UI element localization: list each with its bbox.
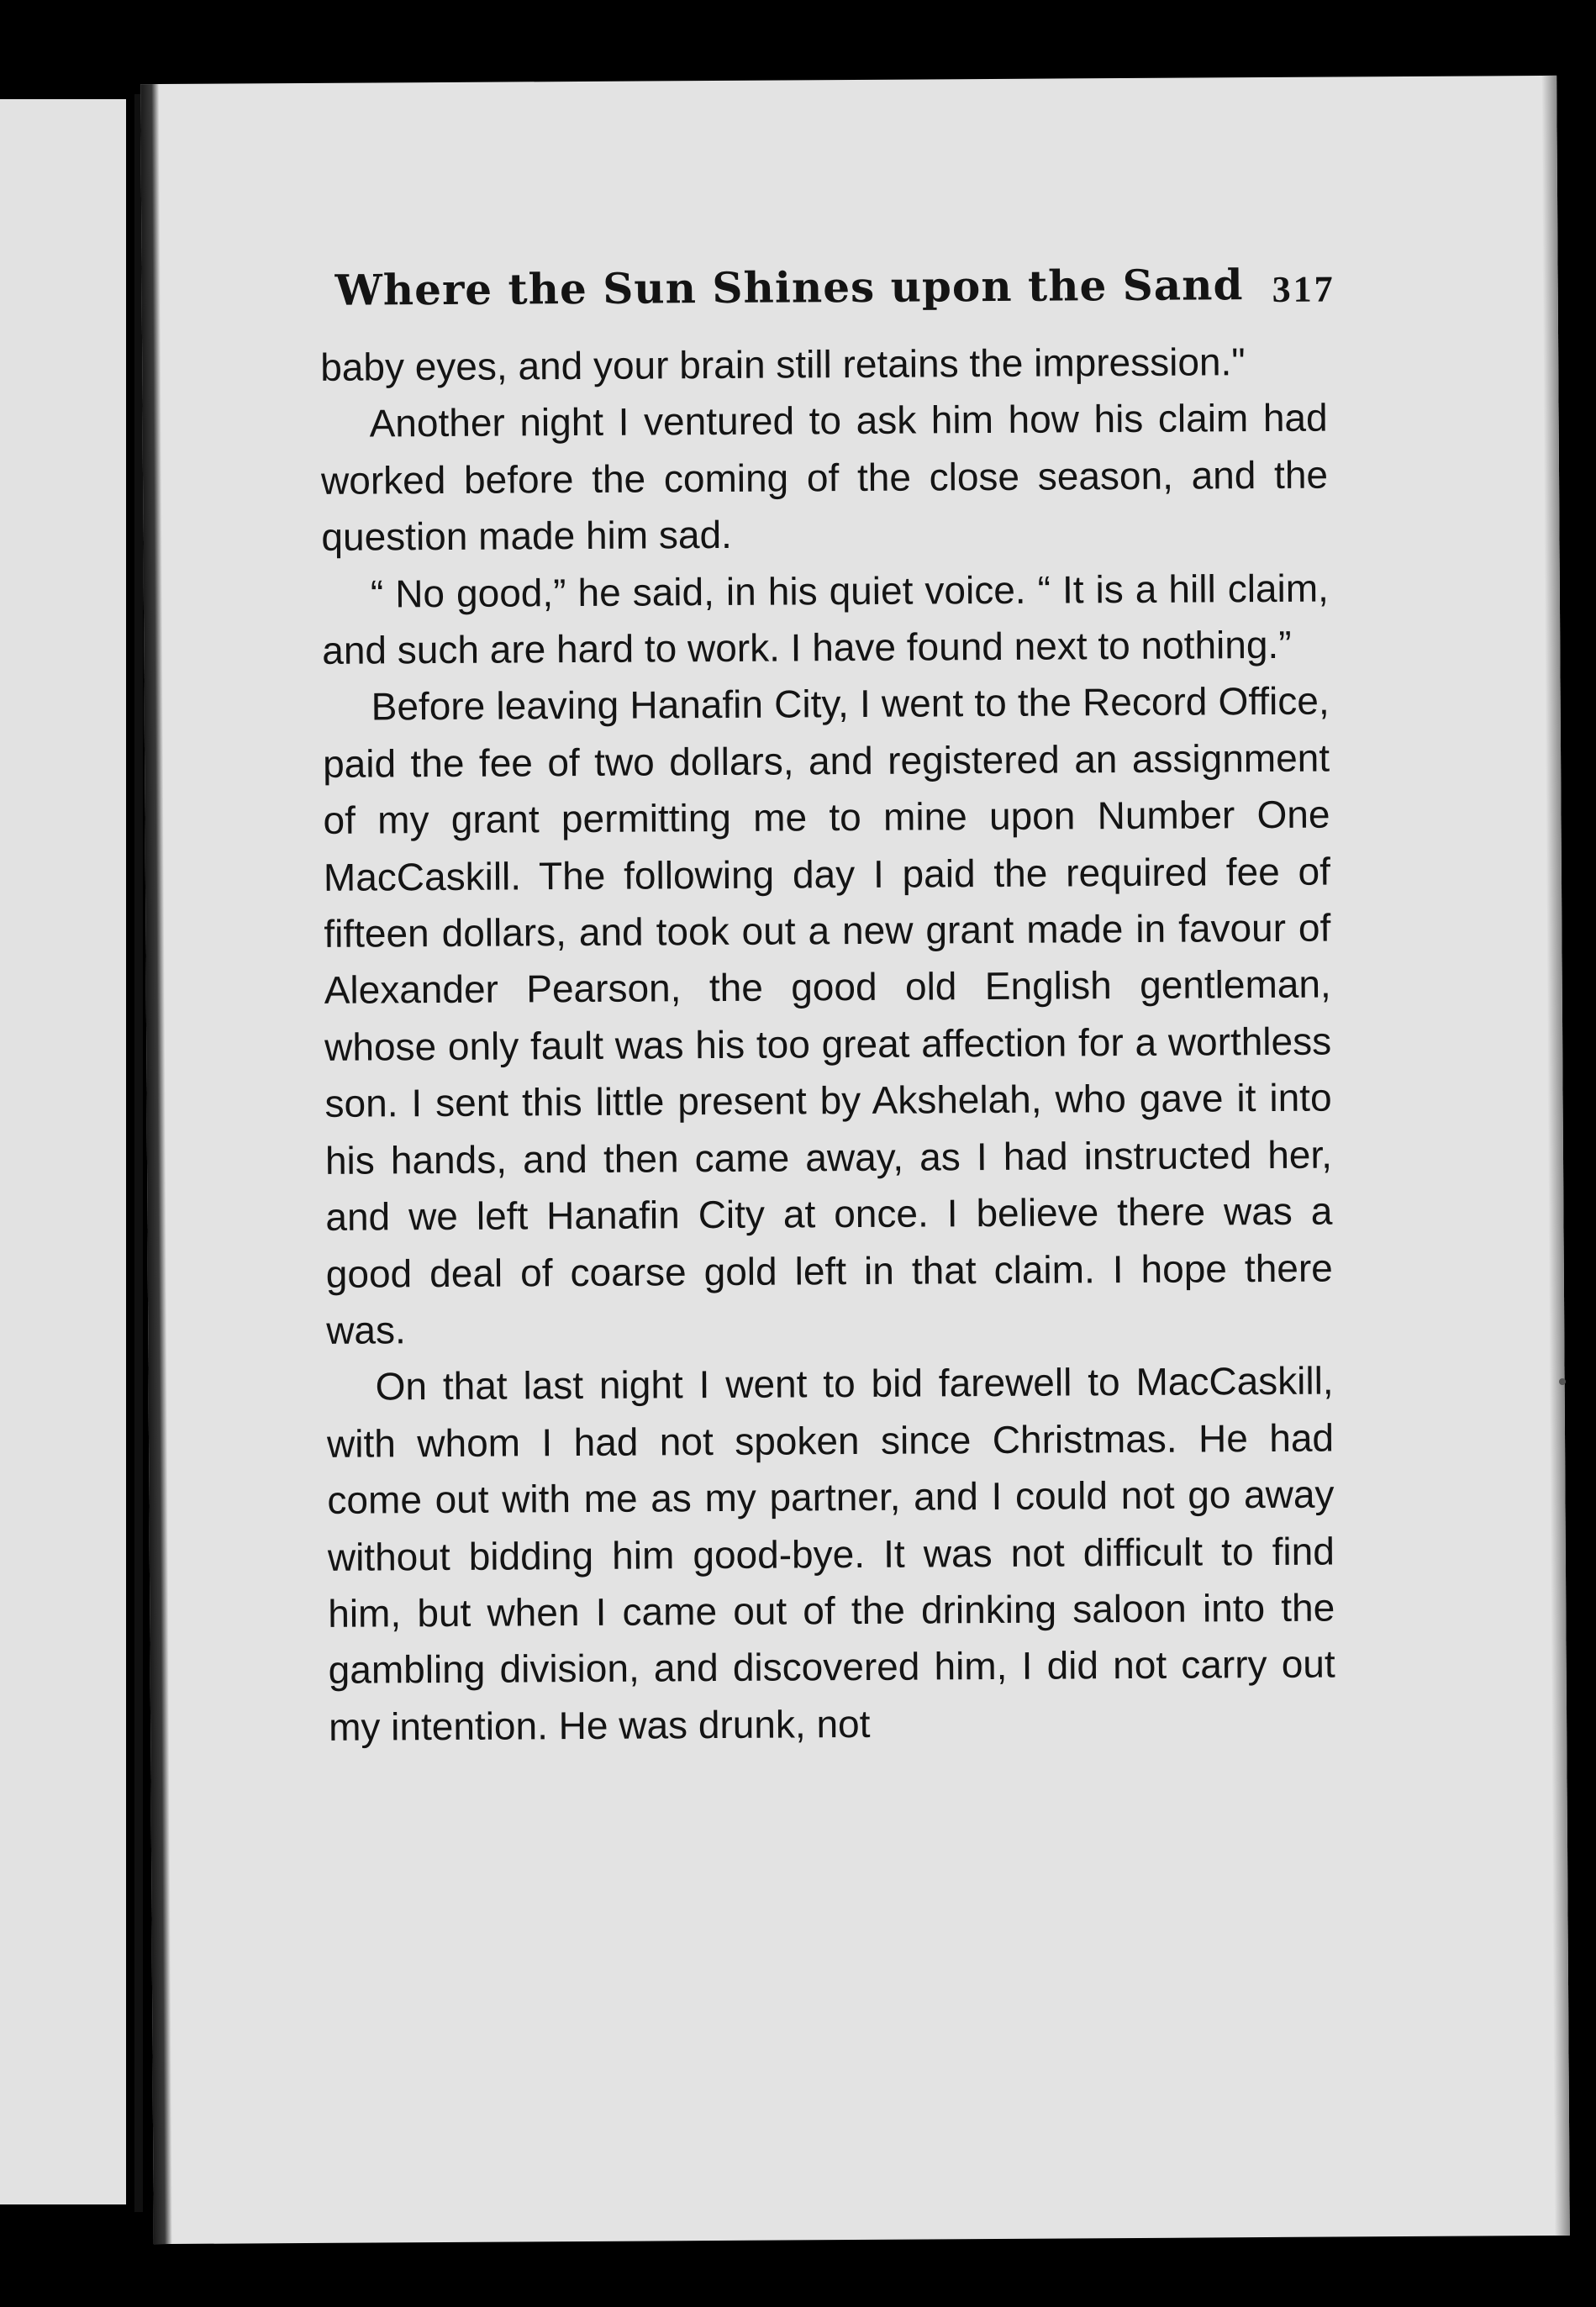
paragraph: “ No good,” he said, in his quiet voice. “ It is a hill claim, and such are hard to work. I have found next to nothing.” — [322, 566, 1330, 672]
body-text — [320, 334, 1335, 1756]
scan-speck — [1559, 1378, 1566, 1385]
running-head: Where the Sun Shines upon the Sand — [334, 260, 1244, 315]
page-edge-shadow — [1541, 76, 1570, 2236]
page-number: 317 — [1272, 268, 1335, 310]
paragraph: On that last night I went to bid farewell to MacCaskill, with whom I had not spoken since Christmas. He had come out with me as my partner, and I could not go away without bidding him good-bye. It was not difficult to find him, but when I came out of the drinking saloon into the gambling division, and discovered him, I did not carry out my intention. He was drunk, not — [326, 1358, 1335, 1749]
binding-gutter — [134, 94, 143, 2212]
page-gutter-shadow — [140, 84, 172, 2244]
paragraph: Another night I ventured to ask him how his claim had worked before the coming of the close season, and the question made him sad. — [320, 395, 1329, 560]
paragraph: Before leaving Hanafin City, I went to the Record Office, paid the fee of two dollars, and registered an assignment of my grant permitting me to mine upon Number One MacCaskill. The following day I paid the required fee of fifteen dollars, and took out a new grant made in favour of Alexander Pearson, the good old English gentleman, whose only fault was his too great affection for a worthless son. I sent this little present by Akshelah, who gave it into his hands, and then came away, as I had instructed her, and we left Hanafin City at once. I believe there was a good deal of coarse gold left in that claim. I hope there was. — [322, 678, 1333, 1352]
page-header — [334, 249, 1335, 347]
facing-page-edge — [0, 99, 126, 2204]
paragraph: baby eyes, and your brain still retains the impression." — [320, 340, 1246, 389]
book-page — [140, 76, 1570, 2244]
